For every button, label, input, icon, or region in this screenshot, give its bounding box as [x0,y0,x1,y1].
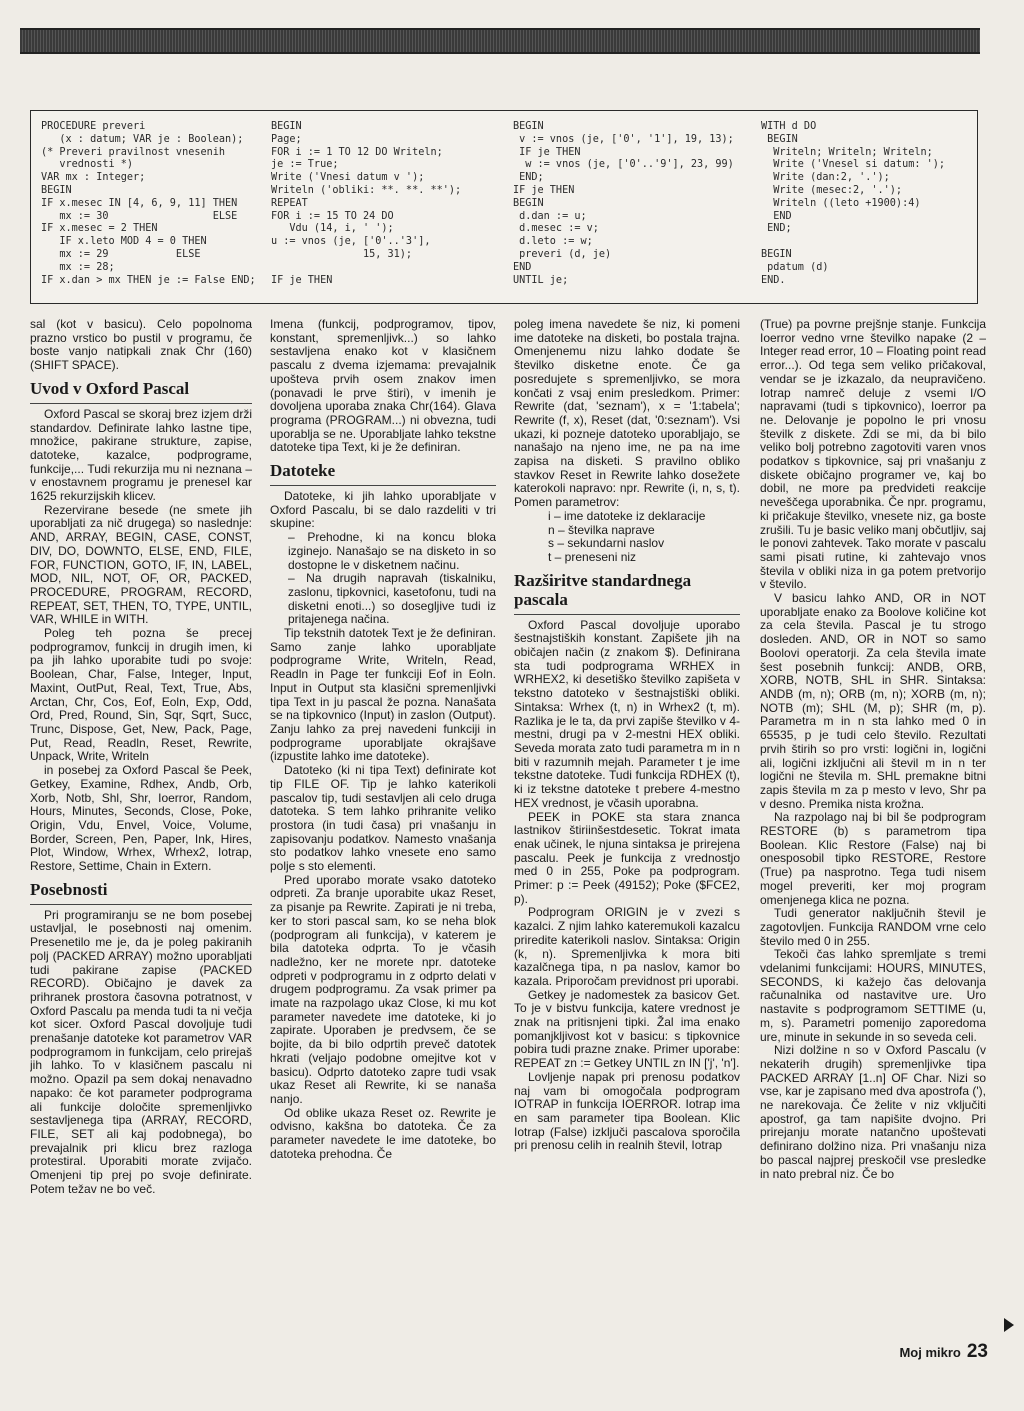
text-column-3 [514,318,740,1368]
paragraph: Datoteko (ki ni tipa Text) definirate kot tip FILE OF. Tip je lahko katerikoli pascalov tip, tudi sestavljen ali celo druga datoteka. S tem lahko prihranite veliko prostora (in tudi časa) pri vnašanju in zapisovanju podatkov. Namesto vnašanja sto podatkov lahko vnesete eno samo polje s sto elementi. [270,763,496,874]
paragraph: in posebej za Oxford Pascal še Peek, Getkey, Examine, Rdhex, Andb, Orb, Xorb, Notb, Shl, Shr, Ioerror, Random, Hours, Minutes, Seconds, Close, Poke, Origin, Vdu, Envel, Voice, Volume, Border, Screen, Pen, Paper, Ink, Hires, Plot, Window, Wrhex, Wrhex2, Iotrap, Restore, Settime, Chain in Extern. [30,763,252,874]
paragraph: Oxford Pascal se skoraj brez izjem drži standardov. Definirate lahko lastne tipe, množice, pakirane strukture, zapise, datoteke, kazalce, podprograme, funkcije,... Tudi rekurzija mu ni neznana – v enostavnem programu je prenesel kar 1625 rekurzijskih klicev. [30,406,252,504]
paragraph: Rezervirane besede (ne smete jih uporabljati za nič drugega) so naslednje: AND, ARRAY, BEGIN, CASE, CONST, DIV, DO, DOWNTO, ELSE, END, FILE, FOR, FUNCTION, GOTO, IF, IN, LABEL, MOD, NIL, NOT, OF, OR, PACKED, PROCEDURE, PROGRAM, RECORD, REPEAT, SET, THEN, TO, TYPE, UNTIL, VAR, WHILE in WITH. [30,502,252,627]
paragraph: Datoteke, ki jih lahko uporabljate v Oxford Pascalu, bi se dalo razdeliti v tri skupine: [270,489,496,531]
section-heading: Uvod v Oxford Pascal [30,379,252,404]
paragraph: Imena (funkcij, podprogramov, tipov, konstant, spremenljivk...) so lahko sestavljena enako kot v klasičnem pascalu z dvema izjemama: prevajalnik upošteva prvih osem znakov imen (ponavadi le prve štiri), v imenih je dovoljena uporaba znaka Chr(164). Glava programa (PROGRAM...) ni obvezna, tudi uporablja se ne. Uporabljate lahko tekstne datoteke tipa Text, ki je že definiran. [270,318,496,455]
paragraph: PEEK in POKE sta stara znanca lastnikov štiriinšestdesetic. Tokrat imata enak učinek, le njuna sintaksa je prirejena pascalu. Peek je funkcija z vrednostjo med 0 in 255, Poke pa podprogram. Primer: p := Peek (49152); Poke ($FCE2, p). [514,809,740,906]
paragraph: poleg imena navedete še niz, ki pomeni ime datoteke na disketi, bo postala trajna. Omenjenemu nizu lahko dodate še številko disketne enote. Če ga posredujete s spremenljivko, se mora končati z vsaj enim presledkom. Primer: Rewrite (dat, 'seznam'), x = '1:tabela'; Rewrite (f, x), Reset (dat, '0:seznam'). Vsi ukazi, ki pozneje datoteko uporabljajo, se nanašajo na njeno ime, ne pa na ime zapisa na disketi. S pravilno obliko stavkov Reset in Rewrite lahko dosežete katerokoli napravo: npr. Rewrite (i, n, s, t). Pomen parametrov: [514,318,740,510]
paragraph: Poleg teh pozna še precej podprogramov, funkcij in drugih imen, ki pa jih lahko uporabite tudi po svoje: Boolean, Char, False, Integer, Input, Maxint, OutPut, Real, Text, True, Abs, Arctan, Chr, Cos, Eof, Eoln, Exp, Odd, Ord, Pred, Round, Sin, Sqr, Sqrt, Succ, Trunc, Dispose, Get, New, Pack, Page, Put, Read, Readln, Reset, Rewrite, Unpack, Write, Writeln [30,626,252,764]
code-column-2: BEGIN Page; FOR i := 1 TO 12 DO Writeln; je := True; Write ('Vnesi datum v '); Writeln ('obliki: **. **. **'); REPEAT FOR i := 15 TO 24 DO Vdu (14, i, ' '); u := vnos (je, ['0'..'3'], 15, 31); IF je THEN [271,121,462,286]
paragraph: (True) pa povrne prejšnje stanje. Funkcija Ioerror vedno vrne številko napake (2 – Integer read error, 10 – Floating point read error...). Od tega sem veliko pričakoval, vendar se je izkazalo, da neupravičeno. Iotrap namreč deluje z vsemi I/O napravami (tudi s tipkovnico), Ioerror pa ne. Delovanje je popolno le pri vnosu številk z diskete. Zdi se mi, da bi bilo veliko bolj potrebno zagotoviti varen vnos podatkov s tipkovnice, saj pri vnašanju z diskete običajno programer ve, kaj bo dobil, ne more pa predvideti reakcije neveščega uporabnika. Če npr. programu, ki pričakuje številko, vnesete niz, ga boste zrušili. Tu je basic veliko manj občutljiv, saj le ponovi zahtevek. Tako morate v pascalu sami pisati rutine, ki zahtevajo vnos števila v obliki niza in ga potem pretvorijo v število. [760,318,986,592]
continue-arrow-icon [1004,1318,1014,1332]
list-item: – Na drugih napravah (tiskalniku, zaslonu, tipkovnici, kasetofonu, tudi na disketni enoti...) so dosegljive tudi iz pritajenega načina. [288,571,496,627]
list-item: t – preneseni niz [548,549,637,564]
list-item: – Prehodne, ki na koncu bloka izginejo. Nanašajo se na disketo in so dostopne le v disketnem načinu. [288,530,496,572]
paragraph: Nizi dolžine n so v Oxford Pascalu (v nekaterih drugih) spremenljivke tipa PACKED ARRAY [1..n] OF Char. Nizi so vse, kar je zapisano med dva apostrofa ('), ne narekovaja. Če želite v niz vključiti apostrof, ga tam napišite dvojno. Pri prirejanju morate natančno upoštevati definirano dolžino niza. Pri vnašanju niza bo pascal najprej preskočil vse presledke in nato prebral niz. Če bo [760,1043,986,1181]
list-item: n – številka naprave [548,522,655,537]
section-heading: Datoteke [270,461,496,486]
paragraph: Tekoči čas lahko spremljate s tremi vdelanimi funkcijami: HOURS, MINUTES, SECONDS, ki kažejo čas delovanja računalnika od nastavitve ure. Uro nastavite s podprogramom SETTIME (u, m, s). Parametri pomenijo zaporedoma ure, minute in sekunde in so seveda celi. [760,947,986,1044]
text-column-4 [760,318,986,1368]
code-listing-box [30,110,978,304]
section-heading: Razširitve standardnega pascala [514,571,740,615]
top-decorative-bar [20,28,980,54]
paragraph: Tudi generator naključnih števil je zagotovljen. Funkcija RANDOM vrne celo število med 0 in 255. [760,906,986,948]
paragraph: Lovljenje napak pri prenosu podatkov naj vam bi omogočala podprogram IOTRAP in funkcija IOERROR. Iotrap ima en sam parameter tipa Boolean. Klic Iotrap (False) izključi pascalova sporočila pri prenosu celih in realnih števil, Iotrap [514,1069,740,1153]
paragraph: Pri programiranju se ne bom posebej ustavljal, le posebnosti naj omenim. Presenetilo me je, da je poleg pakiranih polj (PACKED ARRAY) možno uporabljati tudi pakirane zapise (PACKED RECORD). Običajno je davek za prihranek prostora časovna potratnost, v Oxford Pascalu pa menda tudi ta ni večja kot sicer. Oxford Pascal dovoljuje tudi prenašanje datoteke kot parametrov VAR podprogramom in funkcijam, celo prirejaš jih lahko. To v klasičnem pascalu ni možno. Opazil pa sem dokaj nenavadno napako: če kot parameter podprograma ali funkcije določite spremenljivko sestavljenega tipa (ARRAY, RECORD, FILE, SET ali kaj podobnega), bo prevajalnik pri klicu brez razloga protestiral. Uporabiti morate zvijačo. Omenjeni tip prej po svoje definirate. Potem težav ne bo več. [30,907,252,1196]
code-column-1: PROCEDURE preveri (x : datum; VAR je : Boolean); (* Preveri pravilnost vnesenih vrednosti *) VAR mx : Integer; BEGIN IF x.mesec IN [4, 6, 9, 11] THEN mx := 30 ELSE IF x.mesec = 2 THEN IF x.leto MOD 4 = 0 THEN mx := 29 ELSE mx := 28; IF x.dan > mx THEN je := False END; [41,121,256,286]
paragraph: sal (kot v basicu). Celo popolnoma prazno vrstico bo pustil v programu, če boste vanjo natipkali znak Chr (160) (SHIFT SPACE). [30,318,252,373]
code-column-3: BEGIN v := vnos (je, ['0', '1'], 19, 13); IF je THEN w := vnos (je, ['0'..'9'], 23, 99) END; IF je THEN BEGIN d.dan := u; d.mesec := v; d.leto := w; preveri (d, je) END UNTIL je; [513,121,734,286]
paragraph: Od oblike ukaza Reset oz. Rewrite je odvisno, kakšna bo datoteka. Če za parameter navedete le ime datoteke, bo datoteka prehodna. Če [270,1105,496,1161]
paragraph: V basicu lahko AND, OR in NOT uporabljate enako za Boolove količine kot za cela števila. Pascal je tu strogo dosleden. AND, OR in NOT so samo Boolovi operatorji. Za cela števila imate šest posebnih funkcij: ANDB, ORB, XORB, NOTB, SHL in SHR. Sintaksa: ANDB (m, n); ORB (m, n); XORB (m, n); NOTB (m); SHL (M, p); SHR (m, p). Parametra m in n sta lahko med 0 in 65535, p je tudi celo število. Rezultati prvih štirih so pro vrsti: logični in, logični ali, logični izključni ali števil m in n ter logični ne števila m. SHL premakne bitni zapis števila m za p mesto v levo, Shr pa v desno. Premika nista krožna. [760,591,986,811]
magazine-name: Moj mikro [899,1345,961,1360]
text-column-1 [30,318,252,1368]
page-number: 23 [966,1341,988,1362]
code-column-4: WITH d DO BEGIN Writeln; Writeln; Writeln; Write ('Vnesel si datum: '); Write (dan:2, '.'); Write (mesec:2, '.'); Writeln ((leto +1900):4) END END; BEGIN pdatum (d) END. [761,121,946,286]
page-footer [899,1341,988,1363]
paragraph: Podprogram ORIGIN je v zvezi s kazalci. Z njim lahko kateremukoli kazalcu priredite katerikoli naslov. Sintaksa: Origin (k, n). Spremenljivka k mora biti kazalčnega tipa, n pa naslov, kamor bo kazala. Priporočam previdnost pri uporabi. [514,905,740,988]
text-column-2 [270,318,496,1368]
paragraph: Getkey je nadomestek za basicov Get. To je v bistvu funkcija, katere vrednost je znak na pritisnjeni tipki. Žal ima enako pomanjkljivost kot v basicu: s tipkovnice pobira tudi prazne znake. Primer uporabe: REPEAT zn := Getkey UNTIL zn IN ['j', 'n']. [514,987,740,1071]
paragraph: Pred uporabo morate vsako datoteko odpreti. Za branje uporabite ukaz Reset, za pisanje pa Rewrite. Zapirati je ni treba, ker to stori pascal sam, ko se neha blok (podprogram ali funkcija), v katerem je bila datoteka odprta. To je včasih nadležno, ker ne morete npr. datoteke odpreti v podprogramu in z odprto delati v drugem podprogramu. Za vsak primer pa imate na razpolago ukaz Close, ki mu kot parameter navedete ime datoteke, ki jo zapirate. Uporaben je predvsem, če se bojite, da bi bilo odprtih preveč datotek hkrati (veljajo podobne omejitve kot v basicu). Odprto datoteko zapre tudi vsak ukaz Reset ali Rewrite, ki se nanaša nanjo. [270,872,496,1106]
paragraph: Oxford Pascal dovoljuje uporabo šestnajstiških konstant. Zapišete jih na običajen način (z znakom $). Definirana sta tudi podprograma WRHEX in WRHEX2, ki desetiško številko zapišeta v tekstno datoteko v šestnajstiški obliki. Sintaksa: Wrhex (t, n) in Wrhex2 (t, m). Razlika je le ta, da prvi zapiše številko v 4-mestni, drugi pa v 2-mestni HEX obliki. Seveda morata zato tudi parametra m in n biti v razumnih mejah. Parameter t je ime tekstne datoteke. Tudi funkcija RDHEX (t), ki iz tekstne datoteke t prebere 4-mestno HEX vrednost, je včasih uporabna. [514,617,740,810]
paragraph: Na razpolago naj bi bil še podprogram RESTORE (b) s parametrom tipa Boolean. Klic Restore (False) naj bi onesposobil tipko RESTORE, Restore (True) pa nasprotno. Tega tudi nisem mogel preveriti, ker moj program omenjenega klica ne pozna. [760,810,986,907]
section-heading: Posebnosti [30,880,252,905]
paragraph: Tip tekstnih datotek Text je že definiran. Samo zanje lahko uporabljate podprograme Write, Writeln, Read, Readln in Page ter funkciji Eof in Eoln. Input in Output sta klasični spremenljivki tipa Text in ju pascal že pozna. Nanašata se na tipkovnico (Input) in zaslon (Output). Zanju lahko za prej navedeni funkciji in podprograme uporabljate okrajšave (izpustite lahko ime datoteke). [270,626,496,764]
list-item: s – sekundarni naslov [548,536,665,551]
list-item: i – ime datoteke iz deklaracije [548,508,706,523]
